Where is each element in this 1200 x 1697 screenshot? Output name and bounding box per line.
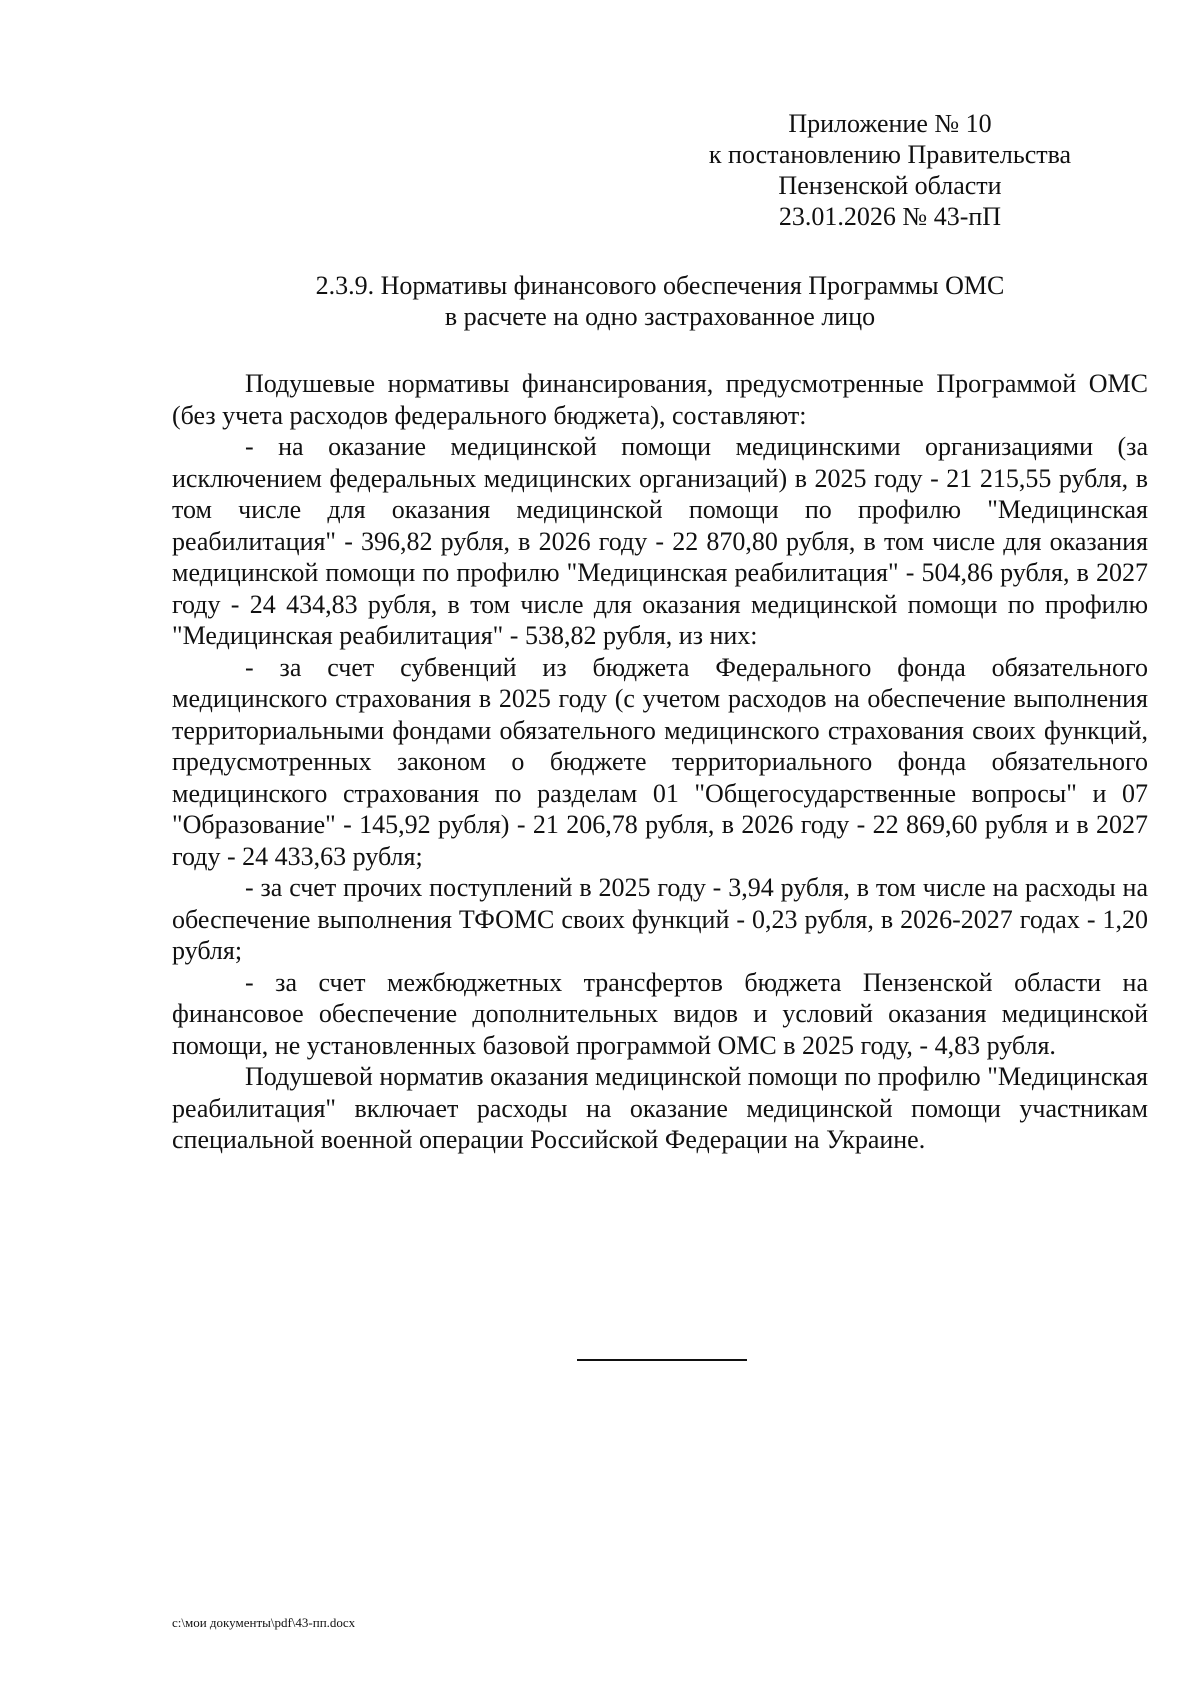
paragraph-intro: Подушевые нормативы финансирования, предусмотренные Программой ОМС (без учета расходов федерального бюджета), составляют: bbox=[172, 369, 1148, 430]
paragraph-interbudget-transfers: - за счет межбюджетных трансфертов бюджета Пензенской области на финансовое обеспечение дополнительных видов и условий оказания медицинской помощи, не установленных базовой программой ОМС в 2025 году, - 4,83 рубля. bbox=[172, 967, 1148, 1060]
appendix-resolution-ref: к постановлению Правительства bbox=[708, 140, 1072, 169]
paragraph-other-income: - за счет прочих поступлений в 2025 году - 3,94 рубля, в том числе на расходы на обеспечение выполнения ТФОМС своих функций - 0,23 рубля, в 2026-2027 годах - 1,20 рубля; bbox=[172, 873, 1148, 965]
closing-divider-line bbox=[577, 1359, 747, 1361]
appendix-date-number: 23.01.2026 № 43-пП bbox=[778, 202, 1002, 231]
appendix-block bbox=[660, 108, 1120, 232]
section-heading-line-1: 2.3.9. Нормативы финансового обеспечения Программы ОМС bbox=[315, 271, 1005, 300]
paragraph-rehabilitation-note: Подушевой норматив оказания медицинской помощи по профилю "Медицинская реабилитация" включает расходы на оказание медицинской помощи участникам специальной военной операции Российской Федерации на Украине. bbox=[172, 1062, 1148, 1154]
appendix-number: Приложение № 10 bbox=[788, 109, 992, 138]
appendix-region: Пензенской области bbox=[778, 171, 1002, 200]
document-body bbox=[172, 368, 1148, 1156]
paragraph-total-norms: - на оказание медицинской помощи медицинскими организациями (за исключением федеральных медицинских организаций) в 2025 году - 21 215,55 рубля, в том числе для оказания медицинской помощи по профилю "Медицинская реабилитация" - 396,82 рубля, в 2026 году - 22 870,80 рубля, в том числе для оказания медицинской помощи по профилю "Медицинская реабилитация" - 504,86 рубля, в 2027 году - 24 434,83 рубля, в том числе для оказания медицинской помощи по профилю "Медицинская реабилитация" - 538,82 рубля, из них: bbox=[172, 432, 1148, 650]
paragraph-subventions: - за счет субвенций из бюджета Федерального фонда обязательного медицинского страхования в 2025 году (с учетом расходов на обеспечение выполнения территориальными фондами обязательного медицинского страхования своих функций, предусмотренных законом о бюджете территориального фонда обязательного медицинского страхования по разделам 01 "Общегосударственные вопросы" и 07 "Образование" - 145,92 рубля) - 21 206,78 рубля, в 2026 году - 22 869,60 рубля и в 2027 году - 24 433,63 рубля; bbox=[172, 652, 1148, 871]
footer-file-path: c:\мои документы\pdf\43-пп.docx bbox=[172, 1615, 356, 1630]
section-heading bbox=[170, 270, 1150, 332]
section-heading-line-2: в расчете на одно застрахованное лицо bbox=[444, 302, 876, 331]
